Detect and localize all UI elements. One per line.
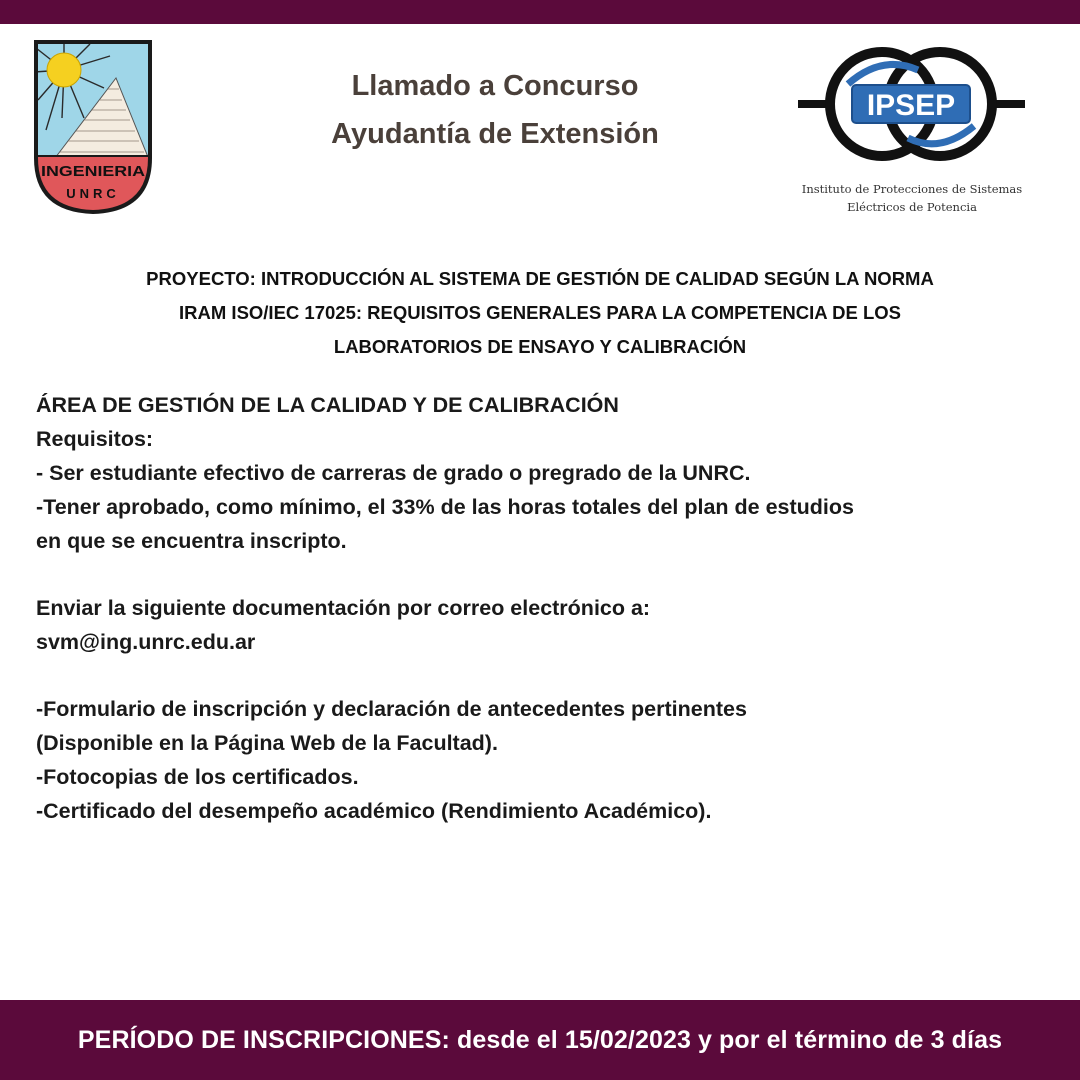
announcement-body — [36, 388, 1046, 828]
spacer — [36, 659, 1046, 692]
contact-email[interactable]: svm@ing.unrc.edu.ar — [36, 630, 256, 654]
requirement-1: - Ser estudiante efectivo de carreras de grado o pregrado de la UNRC. — [36, 461, 751, 485]
document-1-line2: (Disponible en la Página Web de la Facultad). — [36, 731, 498, 755]
logo-left-text-top: INGENIERIA — [41, 163, 146, 180]
project-title-line3: LABORATORIOS DE ENSAYO Y CALIBRACIÓN — [333, 336, 747, 357]
spacer — [36, 558, 1046, 591]
header-title-line2: Ayudantía de Extensión — [331, 118, 659, 150]
project-title-line1: PROYECTO: INTRODUCCIÓN AL SISTEMA DE GESTIÓN DE CALIDAD SEGÚN LA NORMA — [146, 268, 934, 289]
ipsep-caption — [782, 180, 1042, 216]
logo-left-text-bottom: UNRC — [66, 186, 120, 201]
requisitos-label: Requisitos: — [36, 427, 154, 451]
registration-period: PERÍODO DE INSCRIPCIONES: desde el 15/02/2023 y por el término de 3 días — [77, 1025, 1003, 1054]
documentation-intro: Enviar la siguiente documentación por correo electrónico a: — [36, 596, 651, 620]
ipsep-acronym: IPSEP — [866, 89, 956, 122]
requirement-2-line1: -Tener aprobado, como mínimo, el 33% de las horas totales del plan de estudios — [36, 495, 854, 519]
header-title — [255, 62, 735, 158]
header-title-line1: Llamado a Concurso — [351, 70, 639, 102]
requirement-2-line2: en que se encuentra inscripto. — [36, 529, 347, 553]
document-2: -Fotocopias de los certificados. — [36, 765, 359, 789]
ipsep-caption-line1: Instituto de Protecciones de Sistemas — [801, 182, 1023, 196]
document-1-line1: -Formulario de inscripción y declaración de antecedentes pertinentes — [36, 697, 747, 721]
top-band — [0, 0, 1080, 24]
bottom-band — [0, 1000, 1080, 1080]
project-title-line2: IRAM ISO/IEC 17025: REQUISITOS GENERALES PARA LA COMPETENCIA DE LOS — [179, 302, 901, 323]
area-title: ÁREA DE GESTIÓN DE LA CALIDAD Y DE CALIBRACIÓN — [36, 393, 619, 417]
project-title — [40, 262, 1040, 364]
document-3: -Certificado del desempeño académico (Rendimiento Académico). — [36, 799, 712, 823]
ingenieria-unrc-logo — [32, 38, 154, 216]
ipsep-caption-line2: Eléctricos de Potencia — [847, 200, 977, 214]
